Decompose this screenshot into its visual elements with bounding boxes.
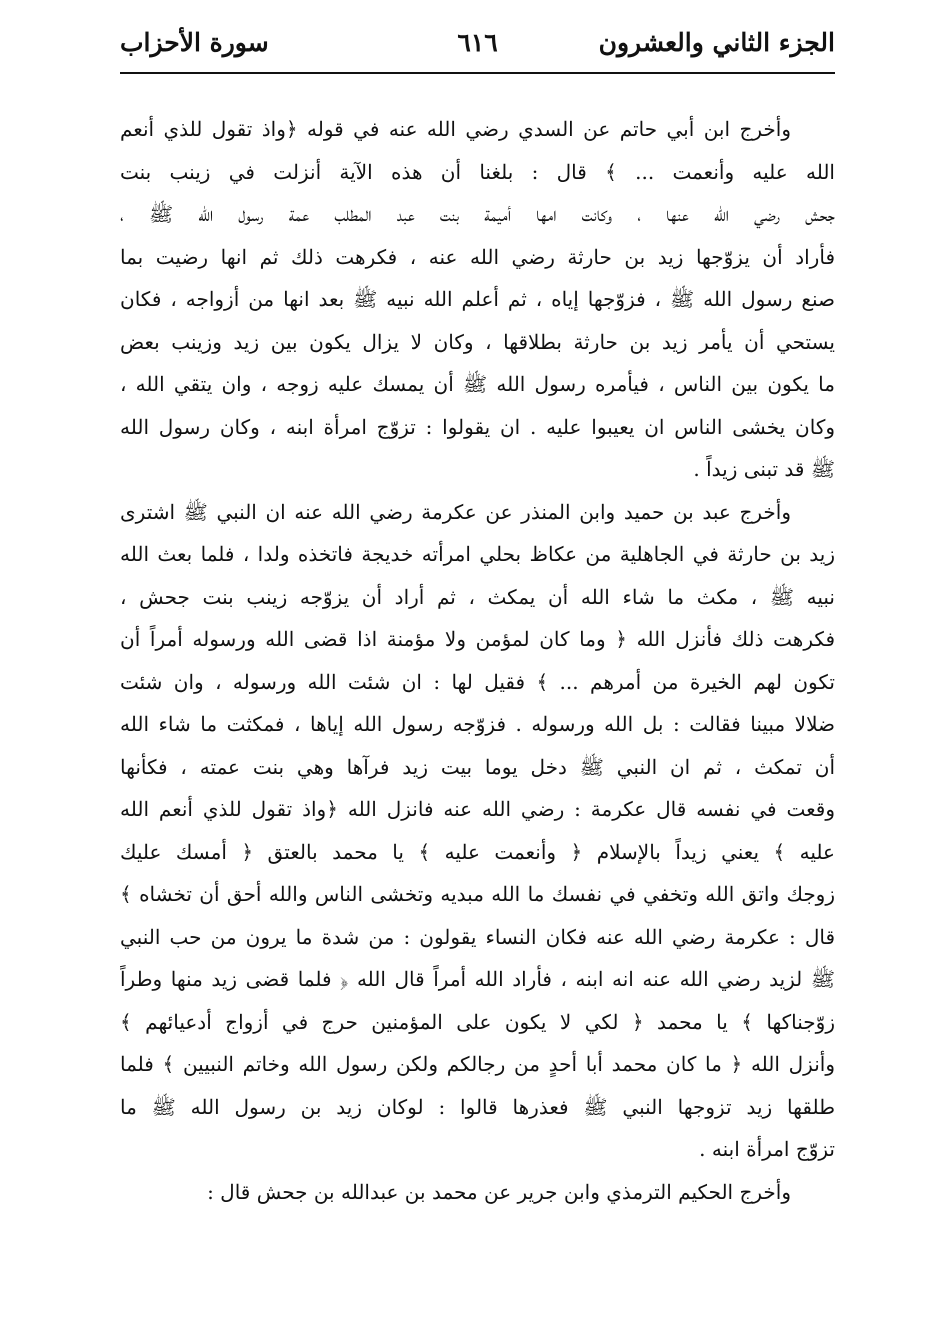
text-line: طلقها زيد تزوجها النبي ﷺ فعذرها قالوا : لوكان زيد بن رسول الله ﷺ ما [120,1094,835,1119]
text-line: فأراد أن يزوّجها زيد بن حارثة رضي الله عنه ، فكرهت ذلك ثم انها رضيت بما [120,244,835,269]
text-line: تزوّج امرأة ابنه . [699,1137,835,1161]
text-line: عليه ﴾ يعني زيداً بالإسلام ﴿ وأنعمت عليه ﴾ يا محمد بالعتق ﴿ أمسك عليك [120,839,835,864]
text-line: أن تمكث ، ثم ان النبي ﷺ دخل يوما بيت زيد فرآها وهي بنت عمته ، فكأنها [120,754,835,779]
text-line: زيد بن حارثة في الجاهلية من عكاظ بحلي امرأته خديجة فاتخذه ولدا ، فلما بعث الله [120,542,835,566]
text-line: صنع رسول الله ﷺ ، فزوّجها إياه ، ثم أعلم الله نبيه ﷺ بعد انها من أزواجه ، فكان [120,287,835,311]
text-line: زوّجناكها ﴾ يا محمد ﴿ لكي لا يكون على المؤمنين حرج في أزواج أدعيائهم ﴾ [120,1009,835,1034]
text-line: يستحي أن يأمر زيد بن حارثة بطلاقها ، وكان لا يزال يكون بين زيد وزينب بعض [120,329,835,354]
text-line: تكون لهم الخيرة من أمرهم ... ﴾ فقيل لها : ان شئت الله ورسوله ، وان شئت [120,669,835,694]
text-line: جحش رضي الله عنها ، وكانت امها أميمة بنت عبد المطلب عمة رسول الله ﷺ ، [120,202,835,226]
text-line: ما يكون بين الناس ، فيأمره رسول الله ﷺ أن يمسك عليه زوجه ، وان يتقي الله ، [120,372,835,396]
text-line: وقعت في نفسه قال عكرمة : رضي الله عنه فانزل الله ﴿واذ تقول للذي أنعم الله [120,797,835,821]
text-line: قال : عكرمة رضي الله عنه فكان النساء يقولون : من شدة ما يرون من حب النبي [120,924,835,949]
text-line: ﷺ لزيد رضي الله عنه انه ابنه ، فأراد الله أمراً قال الله ﴿ فلما قضى زيد منها وطراً [120,967,835,991]
text-line: الله عليه وأنعمت ... ﴾ قال : بلغنا أن هذه الآية أنزلت في زينب بنت [120,159,835,184]
surah-title: سورة الأحزاب [120,28,269,57]
page-body [120,108,835,1213]
text-line: وأنزل الله ﴿ ما كان محمد أبا أحدٍ من رجالكم ولكن رسول الله وخاتم النبيين ﴾ فلما [120,1052,835,1076]
text-line: وأخرج ابن أبي حاتم عن السدي رضي الله عنه في قوله ﴿واذ تقول للذي أنعم [120,117,791,141]
text-line: ضلالا مبينا فقالت : بل الله ورسوله . فزوّجه رسول الله إياها ، فمكثت ما شاء الله [120,712,835,736]
page-header [120,22,835,72]
text-line: وأخرج عبد بن حميد وابن المنذر عن عكرمة رضي الله عنه ان النبي ﷺ اشترى [120,499,791,524]
page-number: ٦١٦ [457,28,498,57]
part-title: الجزء الثاني والعشرون [598,28,835,57]
text-line: زوجك واتق الله وتخفي في نفسك ما الله مبديه وتخشى الناس والله أحق أن تخشاه ﴾ [120,882,835,906]
text-line: فكرهت ذلك فأنزل الله ﴿ وما كان لمؤمن ولا مؤمنة اذا قضى الله ورسوله أمراً أن [120,627,835,651]
text-line: نبيه ﷺ ، مكث ما شاء الله أن يمكث ، ثم أراد أن يزوّجه زينب بنت جحش ، [120,584,835,609]
text-line: وأخرج الحكيم الترمذي وابن جرير عن محمد بن عبدالله بن جحش قال : [207,1179,791,1204]
text-line: وكان يخشى الناس ان يعيبوا عليه . ان يقولوا : تزوّج امرأة ابنه ، وكان رسول الله [120,414,835,439]
text-line: ﷺ قد تبنى زيداً . [693,457,835,481]
header-divider [120,72,835,74]
